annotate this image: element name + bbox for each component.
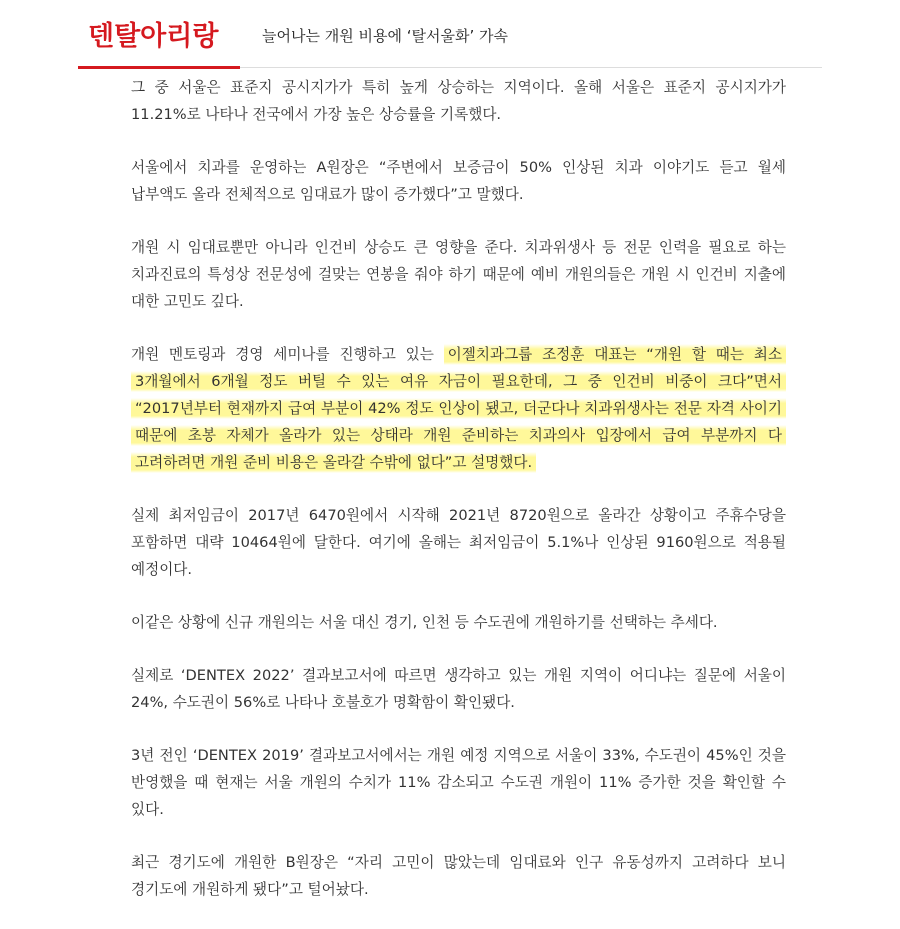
paragraph: 실제로 ‘DENTEX 2022’ 결과보고서에 따르면 생각하고 있는 개원 지역이 어디냐는 질문에 서울이 24%, 수도권이 56%로 나타나 호불호가 명확함이 확인됐다. bbox=[131, 667, 786, 711]
site-logo[interactable]: 덴탈아리랑 bbox=[88, 21, 219, 52]
paragraph: 개원 시 임대료뿐만 아니라 인건비 상승도 큰 영향을 준다. 치과위생사 등 전문 인력을 필요로 하는 치과진료의 특성상 전문성에 걸맞는 연봉을 줘야 하기 때문에 예비 개원의들은 개원 시 인건비 지출에 대한 고민도 깊다. bbox=[131, 239, 786, 310]
paragraph: 실제 최저임금이 2017년 6470원에서 시작해 2021년 8720원으로 올라간 상황이고 주휴수당을 포함하면 대략 10464원에 달한다. 여기에 올해는 최저임금이 5.1%나 인상된 9160원으로 적용될 예정이다. bbox=[131, 507, 786, 578]
paragraph: 그 중 서울은 표준지 공시지가가 특히 높게 상승하는 지역이다. 올해 서울은 표준지 공시지가가 11.21%로 나타나 전국에서 가장 높은 상승률을 기록했다. bbox=[131, 79, 786, 123]
paragraph-lead: 개원 멘토링과 경영 세미나를 진행하고 있는 bbox=[131, 346, 444, 363]
paragraph-highlighted-quote bbox=[131, 341, 786, 476]
paragraph: 서울에서 치과를 운영하는 A원장은 “주변에서 보증금이 50% 인상된 치과 이야기도 듣고 월세 납부액도 올라 전체적으로 임대료가 많이 증가했다”고 말했다. bbox=[131, 159, 786, 203]
paragraph: 최근 경기도에 개원한 B원장은 “자리 고민이 많았는데 임대료와 인구 유동성까지 고려하다 보니 경기도에 개원하게 됐다”고 털어놨다. bbox=[131, 854, 786, 898]
site-header bbox=[0, 0, 900, 70]
paragraph: 3년 전인 ‘DENTEX 2019’ 결과보고서에서는 개원 예정 지역으로 서울이 33%, 수도권이 45%인 것을 반영했을 때 현재는 서울 개원의 수치가 11% 감소되고 수도권 개원이 11% 증가한 것을 확인할 수 있다. bbox=[131, 747, 786, 818]
header-accent-bar bbox=[78, 66, 240, 69]
article-body bbox=[131, 74, 786, 929]
highlighted-text: 이젤치과그룹 조정훈 대표는 “개원 할 때는 최소 3개월에서 6개월 정도 버틸 수 있는 여유 자금이 필요한데, 그 중 인건비 비중이 크다”면서 “2017년부터 현재까지 급여 부분이 42% 정도 인상이 됐고, 더군다나 치과위생사는 전문 자격 사이기 때문에 초봉 자체가 올라가 있는 상태라 개원 준비하는 치과의사 입장에서 급여 부분까지 다 고려하려면 개원 준비 비용은 올라갈 수밖에 없다”고 설명했다. bbox=[131, 344, 786, 473]
paragraph: 이같은 상황에 신규 개원의는 서울 대신 경기, 인천 등 수도권에 개원하기를 선택하는 추세다. bbox=[131, 614, 718, 631]
article-headline: 늘어나는 개원 비용에 ‘탈서울화’ 가속 bbox=[262, 27, 508, 45]
